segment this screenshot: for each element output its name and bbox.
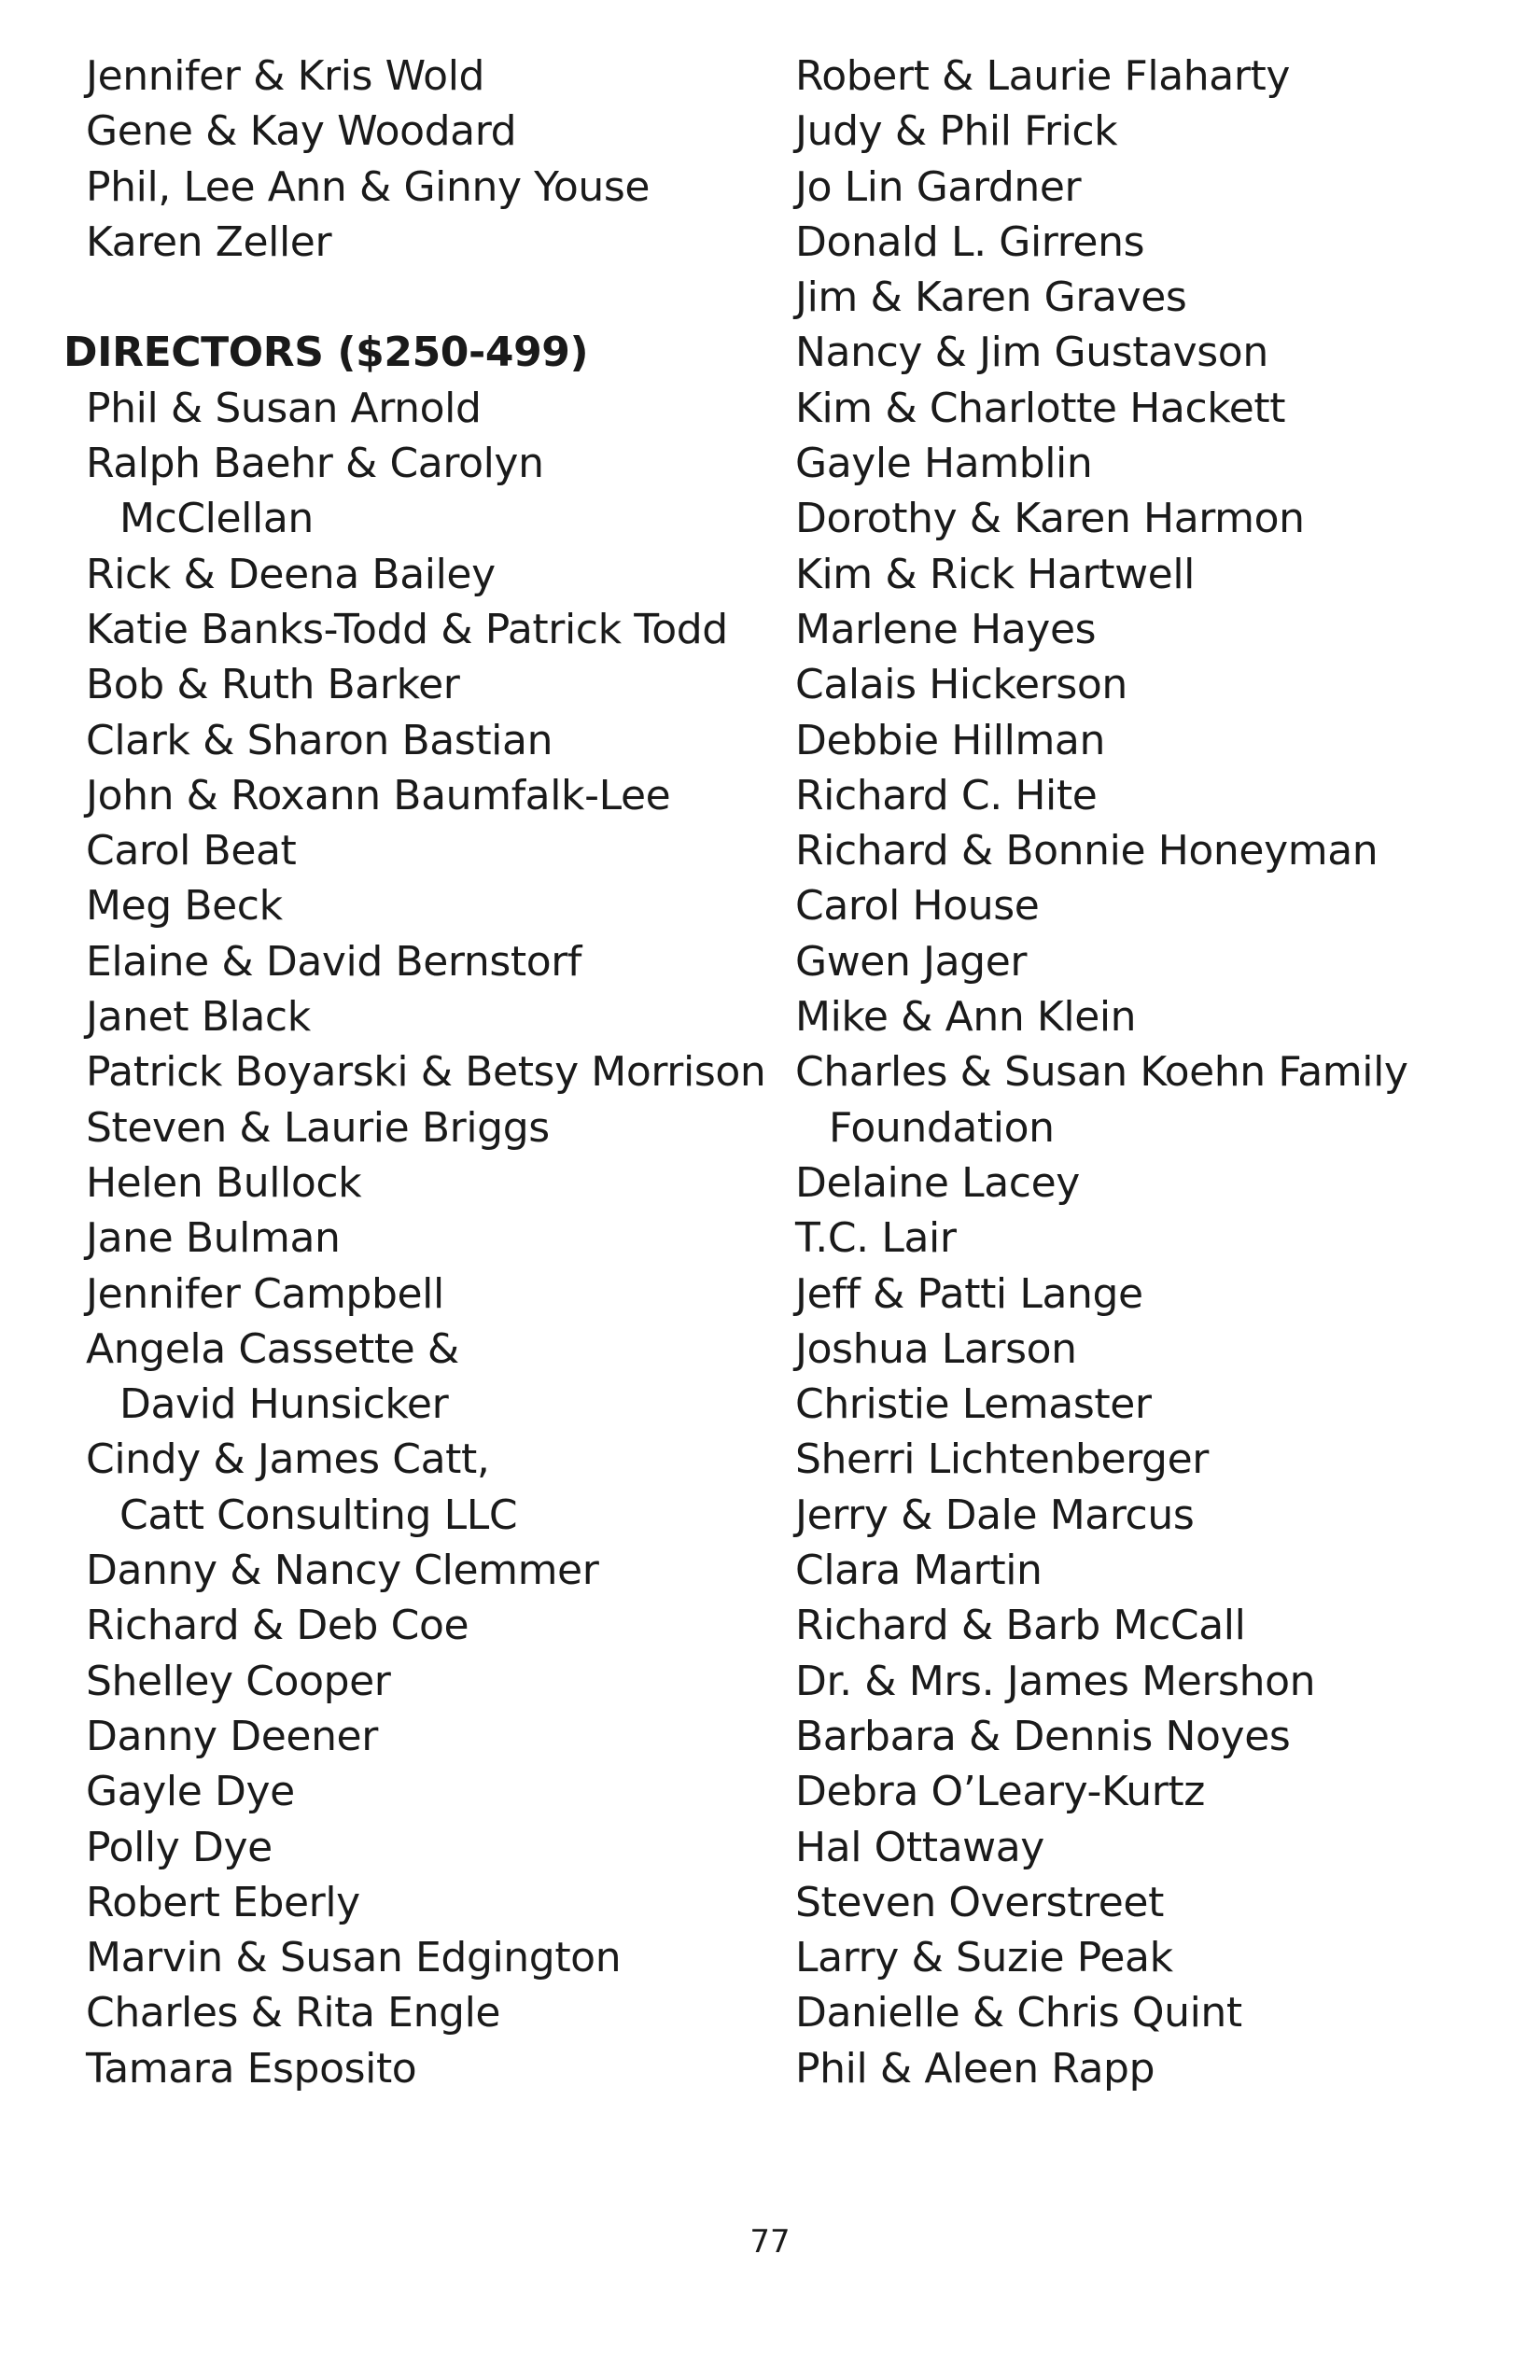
donor-name: Meg Beck: [86, 882, 283, 931]
donor-name: Richard & Barb McCall: [795, 1602, 1246, 1650]
donor-name: Helen Bullock: [86, 1158, 362, 1207]
donor-name: Karen Zeller: [86, 217, 332, 266]
donor-name: Dorothy & Karen Harmon: [795, 495, 1305, 543]
donor-name: Kim & Charlotte Hackett: [795, 384, 1286, 432]
donor-name: Patrick Boyarski & Betsy Morrison: [86, 1048, 766, 1097]
donor-name: Jennifer Campbell: [86, 1269, 444, 1318]
donor-name: John & Roxann Baumfalk-Lee: [86, 771, 671, 819]
donor-name: Gayle Dye: [86, 1768, 295, 1816]
donor-name: Clark & Sharon Bastian: [86, 716, 553, 764]
donor-name: Phil, Lee Ann & Ginny Youse: [86, 162, 651, 211]
donor-name: Jim & Karen Graves: [795, 273, 1187, 322]
left-column: [63, 49, 777, 2096]
donor-name: Christie Lemaster: [795, 1380, 1152, 1429]
donor-name: Danny & Nancy Clemmer: [86, 1547, 599, 1595]
donor-name: Elaine & David Bernstorf: [86, 937, 582, 986]
donor-name: Richard C. Hite: [795, 771, 1098, 819]
donor-name: Carol House: [795, 882, 1040, 931]
donor-name: Gayle Hamblin: [795, 440, 1093, 488]
donor-name: Charles & Susan Koehn Family: [795, 1048, 1408, 1097]
donor-name: Tamara Esposito: [86, 2044, 417, 2093]
donor-name: Joshua Larson: [795, 1324, 1077, 1373]
donor-name: Jane Bulman: [86, 1214, 341, 1263]
donor-name: Debra O’Leary-Kurtz: [795, 1768, 1205, 1816]
donor-name: Carol Beat: [86, 827, 297, 875]
donor-name: Danielle & Chris Quint: [795, 1989, 1242, 2037]
donor-name: Hal Ottaway: [795, 1823, 1044, 1871]
donor-name-continuation: Foundation: [829, 1103, 1055, 1152]
donor-name: Clara Martin: [795, 1547, 1043, 1595]
donor-name: Phil & Susan Arnold: [86, 384, 482, 432]
donor-name: Shelley Cooper: [86, 1657, 391, 1705]
donor-name: Steven Overstreet: [795, 1878, 1164, 1926]
donor-name: Larry & Suzie Peak: [795, 1934, 1173, 1982]
donor-name: Jennifer & Kris Wold: [86, 52, 485, 100]
donor-name: Jerry & Dale Marcus: [795, 1491, 1195, 1539]
page-number: 77: [749, 2223, 791, 2261]
donor-name: Charles & Rita Engle: [86, 1989, 501, 2037]
donor-name: Marvin & Susan Edgington: [86, 1934, 622, 1982]
donor-name-continuation: Catt Consulting LLC: [119, 1491, 518, 1539]
donor-name: Dr. & Mrs. James Mershon: [795, 1657, 1316, 1705]
donor-name: Delaine Lacey: [795, 1158, 1080, 1207]
donor-name: Richard & Deb Coe: [86, 1602, 469, 1650]
donor-name: Rick & Deena Bailey: [86, 550, 496, 598]
donor-name: Robert Eberly: [86, 1878, 360, 1926]
donor-name: Polly Dye: [86, 1823, 273, 1871]
donor-name: Robert & Laurie Flaharty: [795, 52, 1291, 100]
donor-name: Steven & Laurie Briggs: [86, 1103, 550, 1152]
donor-name-continuation: David Hunsicker: [119, 1380, 449, 1429]
donor-name: Angela Cassette &: [86, 1324, 459, 1373]
donor-name: Gene & Kay Woodard: [86, 107, 517, 156]
donor-name: Debbie Hillman: [795, 716, 1105, 764]
section-spacer: [86, 270, 777, 325]
right-column: [795, 49, 1505, 2096]
donor-name: Sherri Lichtenberger: [795, 1435, 1209, 1484]
donor-name: Kim & Rick Hartwell: [795, 550, 1195, 598]
donor-name: Marlene Hayes: [795, 605, 1097, 653]
donor-name: Bob & Ruth Barker: [86, 661, 460, 709]
donor-name: Barbara & Dennis Noyes: [795, 1712, 1291, 1760]
donor-name: Jeff & Patti Lange: [795, 1269, 1143, 1318]
donor-name: Judy & Phil Frick: [795, 107, 1118, 156]
donor-name: Mike & Ann Klein: [795, 993, 1137, 1042]
donor-name: Danny Deener: [86, 1712, 378, 1760]
donor-name: Janet Black: [86, 993, 311, 1042]
donor-name: Phil & Aleen Rapp: [795, 2044, 1155, 2093]
donor-name: Gwen Jager: [795, 937, 1028, 986]
donor-name: Cindy & James Catt,: [86, 1435, 490, 1484]
donor-name: T.C. Lair: [795, 1214, 957, 1263]
donor-name: Calais Hickerson: [795, 661, 1127, 709]
section-heading-directors: DIRECTORS ($250-499): [63, 329, 589, 377]
donor-name-continuation: McClellan: [119, 495, 314, 543]
donor-name: Jo Lin Gardner: [795, 162, 1082, 211]
donor-name: Katie Banks-Todd & Patrick Todd: [86, 605, 728, 653]
donor-name: Ralph Baehr & Carolyn: [86, 440, 544, 488]
donor-name: Nancy & Jim Gustavson: [795, 329, 1268, 377]
donor-name: Richard & Bonnie Honeyman: [795, 827, 1379, 875]
donor-name: Donald L. Girrens: [795, 217, 1145, 266]
